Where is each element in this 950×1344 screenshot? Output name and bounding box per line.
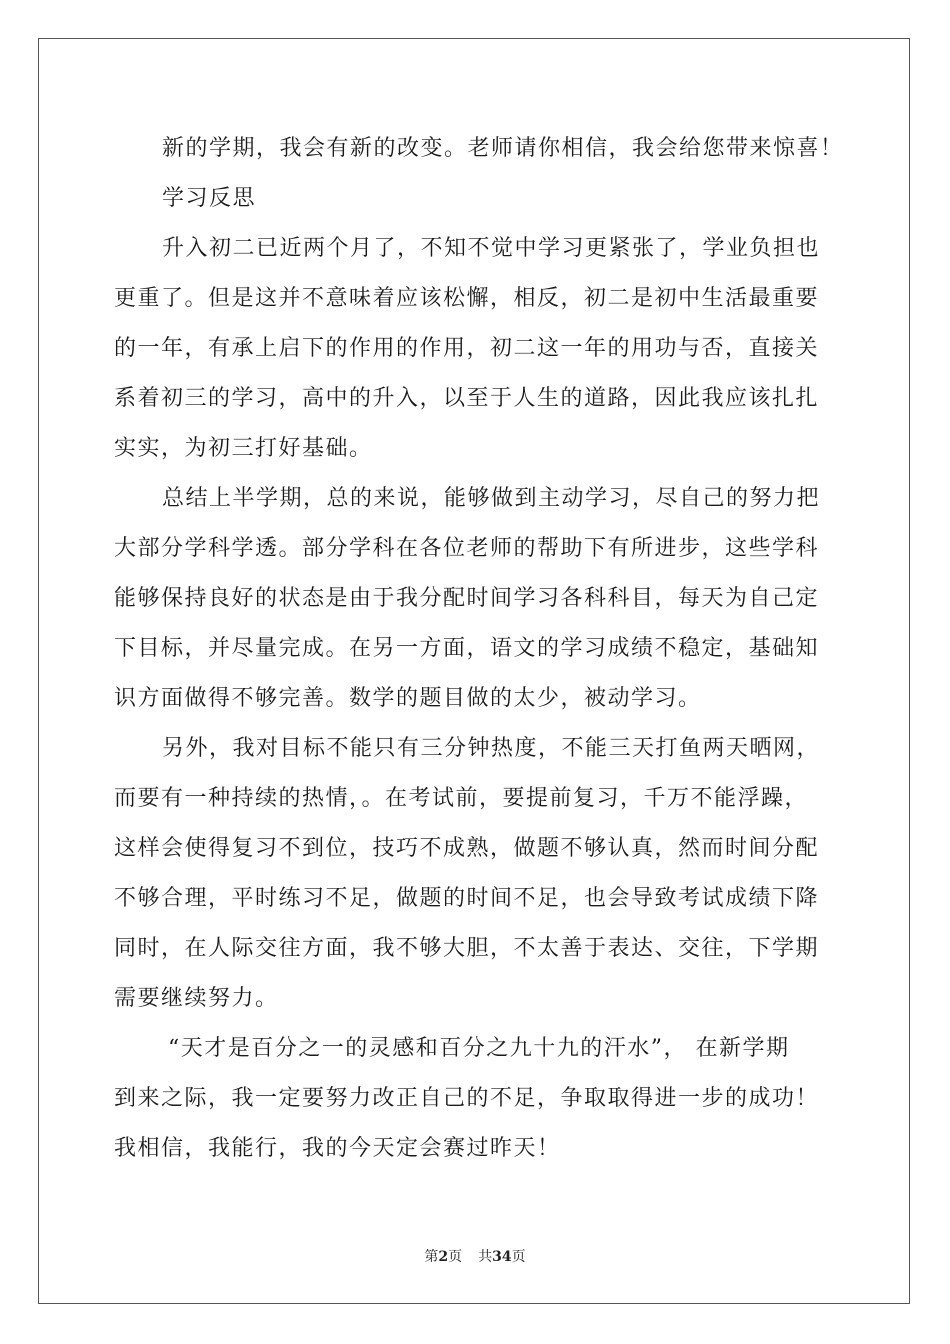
page-prefix: 第 bbox=[424, 1249, 439, 1265]
text-line: 新的学期，我会有新的改变。老师请你相信，我会给您带来惊喜！ bbox=[162, 136, 844, 161]
text-line: 升入初二已近两个月了，不知不觉中学习更紧张了，学业负担也 bbox=[162, 236, 821, 261]
total-suffix: 页 bbox=[511, 1249, 526, 1265]
text-line: 的一年，有承上启下的作用的作用，初二这一年的用功与否，直接关 bbox=[114, 336, 820, 361]
text-line: 同时，在人际交往方面，我不够大胆，不太善于表达、交往，下学期 bbox=[114, 936, 820, 961]
text-line: 我相信，我能行，我的今天定会赛过昨天！ bbox=[114, 1136, 561, 1161]
text-line: 下目标，并尽量完成。在另一方面，语文的学习成绩不稳定，基础知 bbox=[114, 636, 820, 661]
text-line: 另外，我对目标不能只有三分钟热度，不能三天打鱼两天晒网， bbox=[162, 736, 821, 761]
total-prefix: 共 bbox=[478, 1249, 493, 1265]
text-line: 这样会使得复习不到位，技巧不成熟，做题不够认真，然而时间分配 bbox=[114, 836, 820, 861]
total-page-count: 34 bbox=[492, 1249, 512, 1265]
text-line: 更重了。但是这并不意味着应该松懈，相反，初二是初中生活最重要 bbox=[114, 286, 820, 311]
text-line: 到来之际，我一定要努力改正自己的不足，争取取得进一步的成功！ bbox=[114, 1086, 820, 1111]
section-heading: 学习反思 bbox=[162, 186, 257, 211]
page-footer bbox=[0, 1246, 950, 1266]
document-body bbox=[114, 124, 844, 1174]
text-line: 需要继续努力。 bbox=[114, 986, 279, 1011]
current-page-number: 2 bbox=[438, 1249, 449, 1265]
quote-line: “天才是百分之一的灵感和百分之九十九的汗水”， 在新学期 bbox=[168, 1036, 790, 1061]
text-line: 不够合理，平时练习不足，做题的时间不足，也会导致考试成绩下降 bbox=[114, 886, 820, 911]
text-line: 能够保持良好的状态是由于我分配时间学习各科科目，每天为自己定 bbox=[114, 586, 820, 611]
page-suffix: 页 bbox=[448, 1249, 463, 1265]
text-line: 大部分学科学透。部分学科在各位老师的帮助下有所进步，这些学科 bbox=[114, 536, 820, 561]
text-line: 总结上半学期，总的来说，能够做到主动学习，尽自己的努力把 bbox=[162, 486, 821, 511]
text-line: 识方面做得不够完善。数学的题目做的太少，被动学习。 bbox=[114, 686, 702, 711]
text-line: 而要有一种持续的热情，。在考试前，要提前复习，千万不能浮躁， bbox=[114, 786, 809, 811]
text-line: 实实，为初三打好基础。 bbox=[114, 436, 373, 461]
text-line: 系着初三的学习，高中的升入，以至于人生的道路，因此我应该扎扎 bbox=[114, 386, 820, 411]
